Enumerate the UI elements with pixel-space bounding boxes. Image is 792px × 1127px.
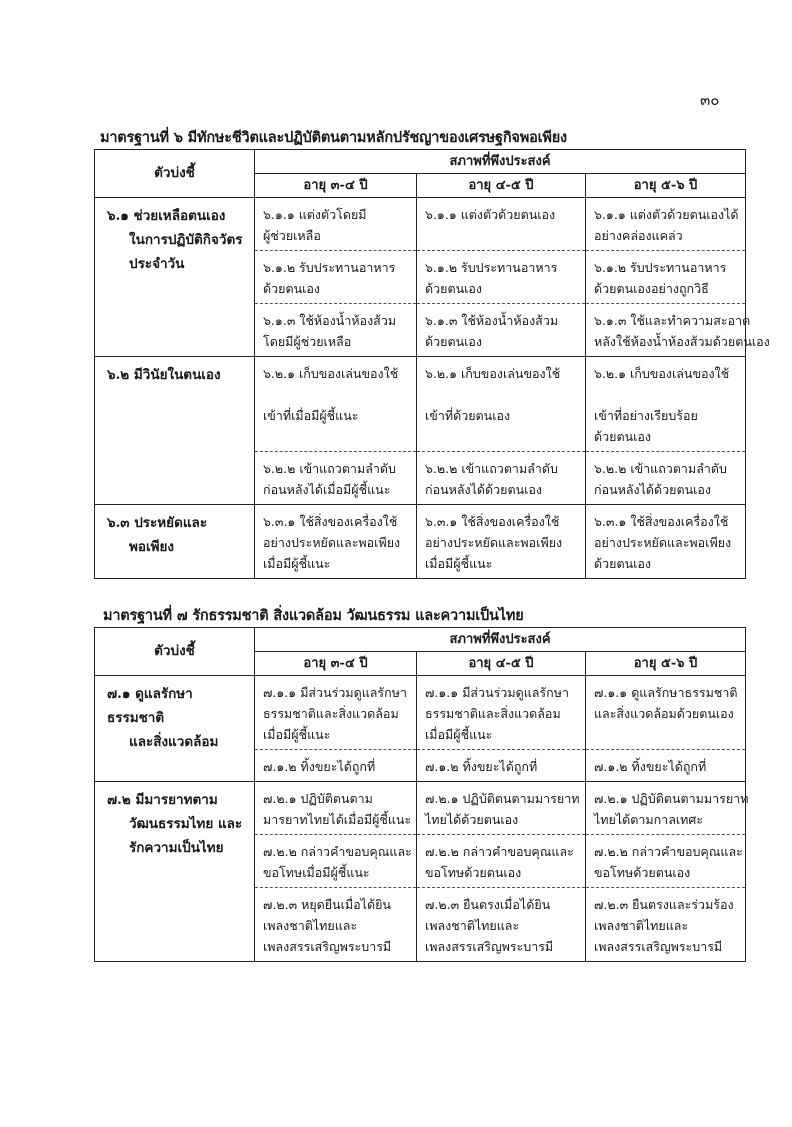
cell-line: ด้วยตนเอง — [425, 334, 483, 349]
cell-line: อย่างประหยัดและพอเพียง — [594, 535, 732, 550]
indicator-label-line: ในการปฏิบัติกิจวัตร — [129, 232, 243, 248]
desired-state-cell — [255, 198, 417, 251]
cell-line: อย่างประหยัดและพอเพียง — [263, 535, 401, 550]
desired-state-cell — [586, 304, 770, 357]
age-3-4-header: อายุ ๓-๔ ปี — [255, 174, 417, 198]
indicator-label-line: วัฒนธรรมไทย และ — [129, 816, 243, 832]
cell-line: เมื่อมีผู้ชี้แนะ — [263, 727, 331, 742]
cell-line: ๖.๑.๒ รับประทานอาหาร — [594, 260, 727, 275]
indicator-cell — [95, 198, 255, 357]
age-3-4-header: อายุ ๓-๔ ปี — [255, 652, 417, 676]
cell-line: อย่างประหยัดและพอเพียง — [425, 535, 563, 550]
cell-line: ๖.๒.๒ เข้าแถวตามลำดับ — [263, 461, 396, 476]
cell-line: ผู้ช่วยเหลือ — [263, 228, 321, 243]
cell-line: เพลงสรรเสริญพระบารมี — [263, 939, 392, 954]
cell-line: ธรรมชาติและสิ่งแวดล้อม — [425, 706, 561, 721]
cell-line: ๖.๑.๑ แต่งตัวด้วยตนเอง — [425, 207, 556, 222]
desired-state-cell — [417, 198, 586, 251]
standard-6-table — [94, 149, 770, 579]
indicator-label-line: ๖.๒ มีวินัยในตนเอง — [107, 367, 221, 383]
desired-state-cell — [417, 357, 586, 452]
desired-state-cell — [417, 505, 586, 579]
cell-line: ด้วยตนเอง — [425, 281, 483, 296]
desired-state-cell — [417, 835, 586, 888]
desired-state-cell — [417, 750, 586, 782]
cell-line: ๖.๑.๓ ใช้และทำความสะอาด — [594, 313, 751, 328]
table-row — [95, 505, 746, 579]
indicator-header: ตัวบ่งชี้ — [95, 150, 255, 198]
desired-state-cell — [586, 782, 749, 835]
desired-state-cell — [586, 452, 746, 505]
desired-state-cell — [255, 357, 417, 452]
age-4-5-header: อายุ ๔-๕ ปี — [417, 174, 586, 198]
table-row — [95, 357, 746, 452]
indicator-label-line: พอเพียง — [129, 539, 175, 555]
desired-state-cell — [255, 782, 417, 835]
age-5-6-header: อายุ ๕-๖ ปี — [586, 174, 746, 198]
indicator-label-line: และสิ่งแวดล้อม — [129, 734, 219, 750]
cell-line: ๖.๑.๑ แต่งตัวด้วยตนเองได้ — [594, 207, 739, 222]
cell-line: เมื่อมีผู้ชี้แนะ — [425, 556, 493, 571]
cell-line: ไทยได้ตามกาลเทศะ — [594, 812, 704, 827]
cell-line: ๗.๒.๓ ยืนตรงเมื่อได้ยิน — [425, 897, 551, 912]
indicator-header: ตัวบ่งชี้ — [95, 628, 255, 676]
table-row — [95, 782, 746, 835]
cell-line: เพลงสรรเสริญพระบารมี — [425, 939, 554, 954]
cell-line: ๖.๒.๒ เข้าแถวตามลำดับ — [594, 461, 727, 476]
cell-line: เข้าที่เมื่อมีผู้ชี้แนะ — [263, 408, 359, 423]
standard-6-body — [95, 198, 770, 579]
cell-line: ๗.๑.๑ มีส่วนร่วมดูแลรักษา — [425, 685, 569, 700]
cell-line: ๖.๒.๒ เข้าแถวตามลำดับ — [425, 461, 558, 476]
desired-state-cell — [417, 676, 586, 750]
cell-line: เพลงสรรเสริญพระบารมี — [594, 939, 723, 954]
table-row — [95, 676, 746, 750]
cell-line: ก่อนหลังได้เมื่อมีผู้ชี้แนะ — [263, 482, 391, 497]
cell-line: ๖.๑.๓ ใช้ห้องน้ำห้องส้วม — [263, 313, 397, 328]
desired-state-cell — [586, 888, 746, 962]
desired-state-cell — [255, 750, 417, 782]
desired-state-cell — [417, 251, 586, 304]
cell-line: โดยมีผู้ช่วยเหลือ — [263, 334, 352, 349]
indicator-label-line: ประจำวัน — [129, 256, 185, 272]
desired-state-cell — [255, 251, 417, 304]
cell-line: เมื่อมีผู้ชี้แนะ — [263, 556, 331, 571]
indicator-cell — [95, 676, 255, 782]
desired-state-cell — [255, 888, 417, 962]
cell-line — [425, 384, 577, 405]
cell-line: ด้วยตนเอง — [594, 556, 652, 571]
indicator-cell — [95, 357, 255, 505]
cell-line: เพลงชาติไทยและ — [425, 918, 520, 933]
cell-line: หลังใช้ห้องน้ำห้องส้วมด้วยตนเอง — [594, 334, 770, 349]
page-number: ๓๐ — [700, 91, 720, 109]
cell-line — [263, 384, 408, 405]
cell-line: เมื่อมีผู้ชี้แนะ — [425, 727, 493, 742]
indicator-cell — [95, 505, 255, 579]
cell-line: ขอโทษด้วยตนเอง — [425, 865, 522, 880]
cell-line: ด้วยตนเอง — [263, 281, 321, 296]
indicator-label-line: รักความเป็นไทย — [129, 840, 224, 856]
desired-state-cell — [586, 198, 746, 251]
cell-line: เพลงชาติไทยและ — [594, 918, 689, 933]
cell-line: ๗.๒.๓ หยุดยืนเมื่อได้ยิน — [263, 897, 391, 912]
cell-line: ๖.๓.๑ ใช้สิ่งของเครื่องใช้ — [425, 514, 560, 529]
desired-state-cell — [586, 835, 746, 888]
standard-7-title: มาตรฐานที่ ๗ รักธรรมชาติ สิ่งแวดล้อม วัฒนธรรม และความเป็นไทย — [103, 607, 524, 624]
cell-line: ๗.๑.๒ ทิ้งขยะได้ถูกที่ — [594, 759, 707, 774]
cell-line: เข้าที่ด้วยตนเอง — [425, 408, 511, 423]
cell-line: ๗.๑.๑ มีส่วนร่วมดูแลรักษา — [263, 685, 407, 700]
cell-line: มารยาทไทยได้เมื่อมีผู้ชี้แนะ — [263, 812, 412, 827]
cell-line: และสิ่งแวดล้อมด้วยตนเอง — [594, 706, 734, 721]
desired-state-cell — [255, 835, 417, 888]
cell-line: ๖.๑.๑ แต่งตัวโดยมี — [263, 207, 367, 222]
desired-state-cell — [586, 676, 746, 750]
cell-line: ๖.๑.๓ ใช้ห้องน้ำห้องส้วม — [425, 313, 559, 328]
cell-line: ๗.๒.๒ กล่าวคำขอบคุณและ — [263, 844, 412, 859]
cell-line: ๗.๑.๒ ทิ้งขยะได้ถูกที่ — [263, 759, 376, 774]
age-5-6-header: อายุ ๕-๖ ปี — [586, 652, 746, 676]
desired-state-cell — [417, 782, 586, 835]
cell-line: ด้วยตนเองอย่างถูกวิธี — [594, 281, 709, 296]
cell-line: เข้าที่อย่างเรียบร้อย — [594, 408, 698, 423]
desired-state-cell — [255, 304, 417, 357]
cell-line: ๗.๒.๑ ปฏิบัติตนตามมารยาท — [425, 791, 580, 806]
desired-state-cell — [586, 251, 746, 304]
desired-state-cell — [255, 505, 417, 579]
indicator-cell — [95, 782, 255, 962]
standard-7-body — [95, 676, 749, 962]
cell-line: ๖.๑.๒ รับประทานอาหาร — [263, 260, 396, 275]
desired-state-cell — [586, 750, 746, 782]
standard-7-table — [94, 627, 749, 962]
desired-state-cell — [417, 888, 586, 962]
cell-line: ๖.๒.๑ เก็บของเล่นของใช้ — [263, 366, 399, 381]
cell-line: ธรรมชาติและสิ่งแวดล้อม — [263, 706, 399, 721]
cell-line: ๖.๑.๒ รับประทานอาหาร — [425, 260, 558, 275]
desired-state-cell — [417, 304, 586, 357]
cell-line: ๖.๓.๑ ใช้สิ่งของเครื่องใช้ — [263, 514, 398, 529]
cell-line: ๗.๑.๑ ดูแลรักษาธรรมชาติ — [594, 685, 738, 700]
desired-state-cell — [417, 452, 586, 505]
cell-line: ๖.๒.๑ เก็บของเล่นของใช้ — [594, 366, 730, 381]
cell-line — [594, 384, 737, 405]
cell-line: ก่อนหลังได้ด้วยตนเอง — [594, 482, 712, 497]
cell-line: ขอโทษด้วยตนเอง — [594, 865, 691, 880]
cell-line: ไทยได้ด้วยตนเอง — [425, 812, 519, 827]
desired-state-header: สภาพที่พึงประสงค์ — [255, 628, 746, 652]
indicator-label-line: ๗.๒ มีมารยาทตาม — [107, 792, 218, 808]
age-4-5-header: อายุ ๔-๕ ปี — [417, 652, 586, 676]
cell-line: ๖.๓.๑ ใช้สิ่งของเครื่องใช้ — [594, 514, 729, 529]
desired-state-cell — [255, 676, 417, 750]
cell-line: ๗.๑.๒ ทิ้งขยะได้ถูกที่ — [425, 759, 538, 774]
indicator-label-line: ๖.๓ ประหยัดและ — [107, 515, 208, 531]
cell-line: ก่อนหลังได้ด้วยตนเอง — [425, 482, 543, 497]
table-row — [95, 198, 746, 251]
cell-line: ๗.๒.๑ ปฏิบัติตนตาม — [263, 791, 373, 806]
cell-line: ๗.๒.๒ กล่าวคำขอบคุณและ — [594, 844, 743, 859]
cell-line: ด้วยตนเอง — [594, 429, 652, 444]
cell-line: ๗.๒.๑ ปฏิบัติตนตามมารยาท — [594, 791, 749, 806]
cell-line: อย่างคล่องแคล่ว — [594, 228, 683, 243]
cell-line: ขอโทษเมื่อมีผู้ชี้แนะ — [263, 865, 370, 880]
cell-line: ๖.๒.๑ เก็บของเล่นของใช้ — [425, 366, 561, 381]
cell-line: ๗.๒.๓ ยืนตรงและร่วมร้อง — [594, 897, 734, 912]
cell-line: เพลงชาติไทยและ — [263, 918, 358, 933]
desired-state-header: สภาพที่พึงประสงค์ — [255, 150, 746, 174]
desired-state-cell — [586, 505, 746, 579]
desired-state-cell — [586, 357, 746, 452]
indicator-label-line: ๖.๑ ช่วยเหลือตนเอง — [107, 208, 226, 224]
standard-6-title: มาตรฐานที่ ๖ มีทักษะชีวิตและปฏิบัติตนตามหลักปรัชญาของเศรษฐกิจพอเพียง — [100, 129, 567, 146]
indicator-label-line: ๗.๑ ดูแลรักษาธรรมชาติ — [107, 686, 193, 726]
desired-state-cell — [255, 452, 417, 505]
cell-line: ๗.๒.๒ กล่าวคำขอบคุณและ — [425, 844, 574, 859]
